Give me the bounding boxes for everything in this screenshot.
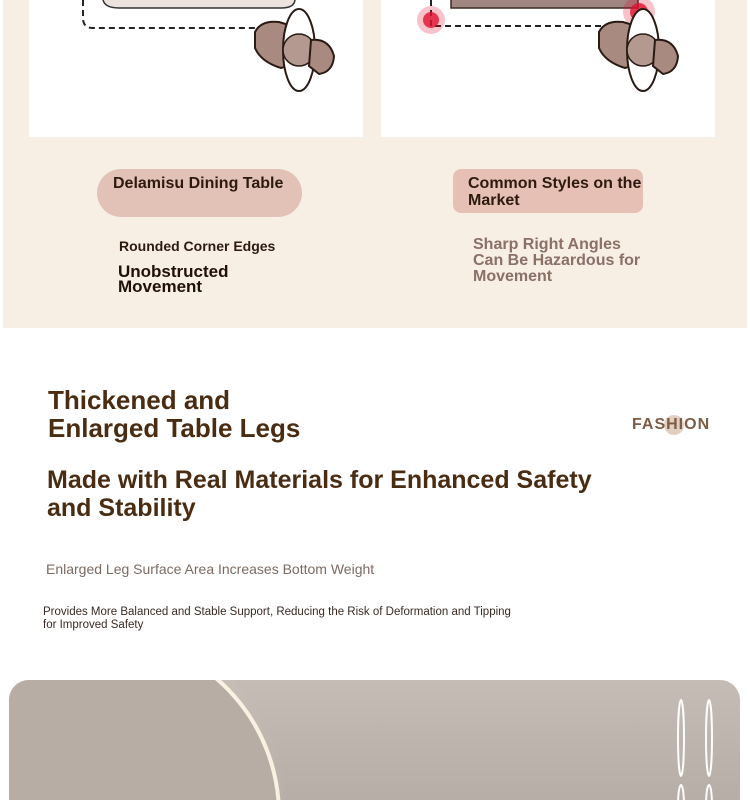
fashion-badge: FASHION (632, 416, 711, 433)
sharp-table-topview-icon (381, 0, 715, 137)
common-styles-label: Common Styles on the Market (453, 169, 643, 213)
materials-subheading: Made with Real Materials for Enhanced Safety and Stability (47, 466, 592, 522)
rounded-corner-edges-text: Rounded Corner Edges (119, 238, 276, 254)
legs-heading-text: Thickened and Enlarged Table Legs (48, 385, 301, 443)
rounded-table-illustration (29, 0, 363, 137)
stable-support-text: Provides More Balanced and Stable Support, Reducing the Risk of Deformation and Tipping for Improved Safety (43, 606, 511, 631)
legs-heading (48, 386, 348, 442)
table-glow-image (9, 680, 740, 800)
dining-table-photo (9, 680, 740, 800)
unobstructed-movement-text: Unobstructed Movement (118, 262, 229, 296)
sharp-angles-warning-text: Sharp Right Angles Can Be Hazardous for Movement (473, 236, 641, 285)
delamisu-table-label: Delamisu Dining Table (97, 169, 302, 217)
rounded-table-topview-icon (29, 0, 363, 137)
sharp-table-illustration (381, 0, 715, 137)
leg-surface-text: Enlarged Leg Surface Area Increases Bottom Weight (46, 561, 375, 577)
